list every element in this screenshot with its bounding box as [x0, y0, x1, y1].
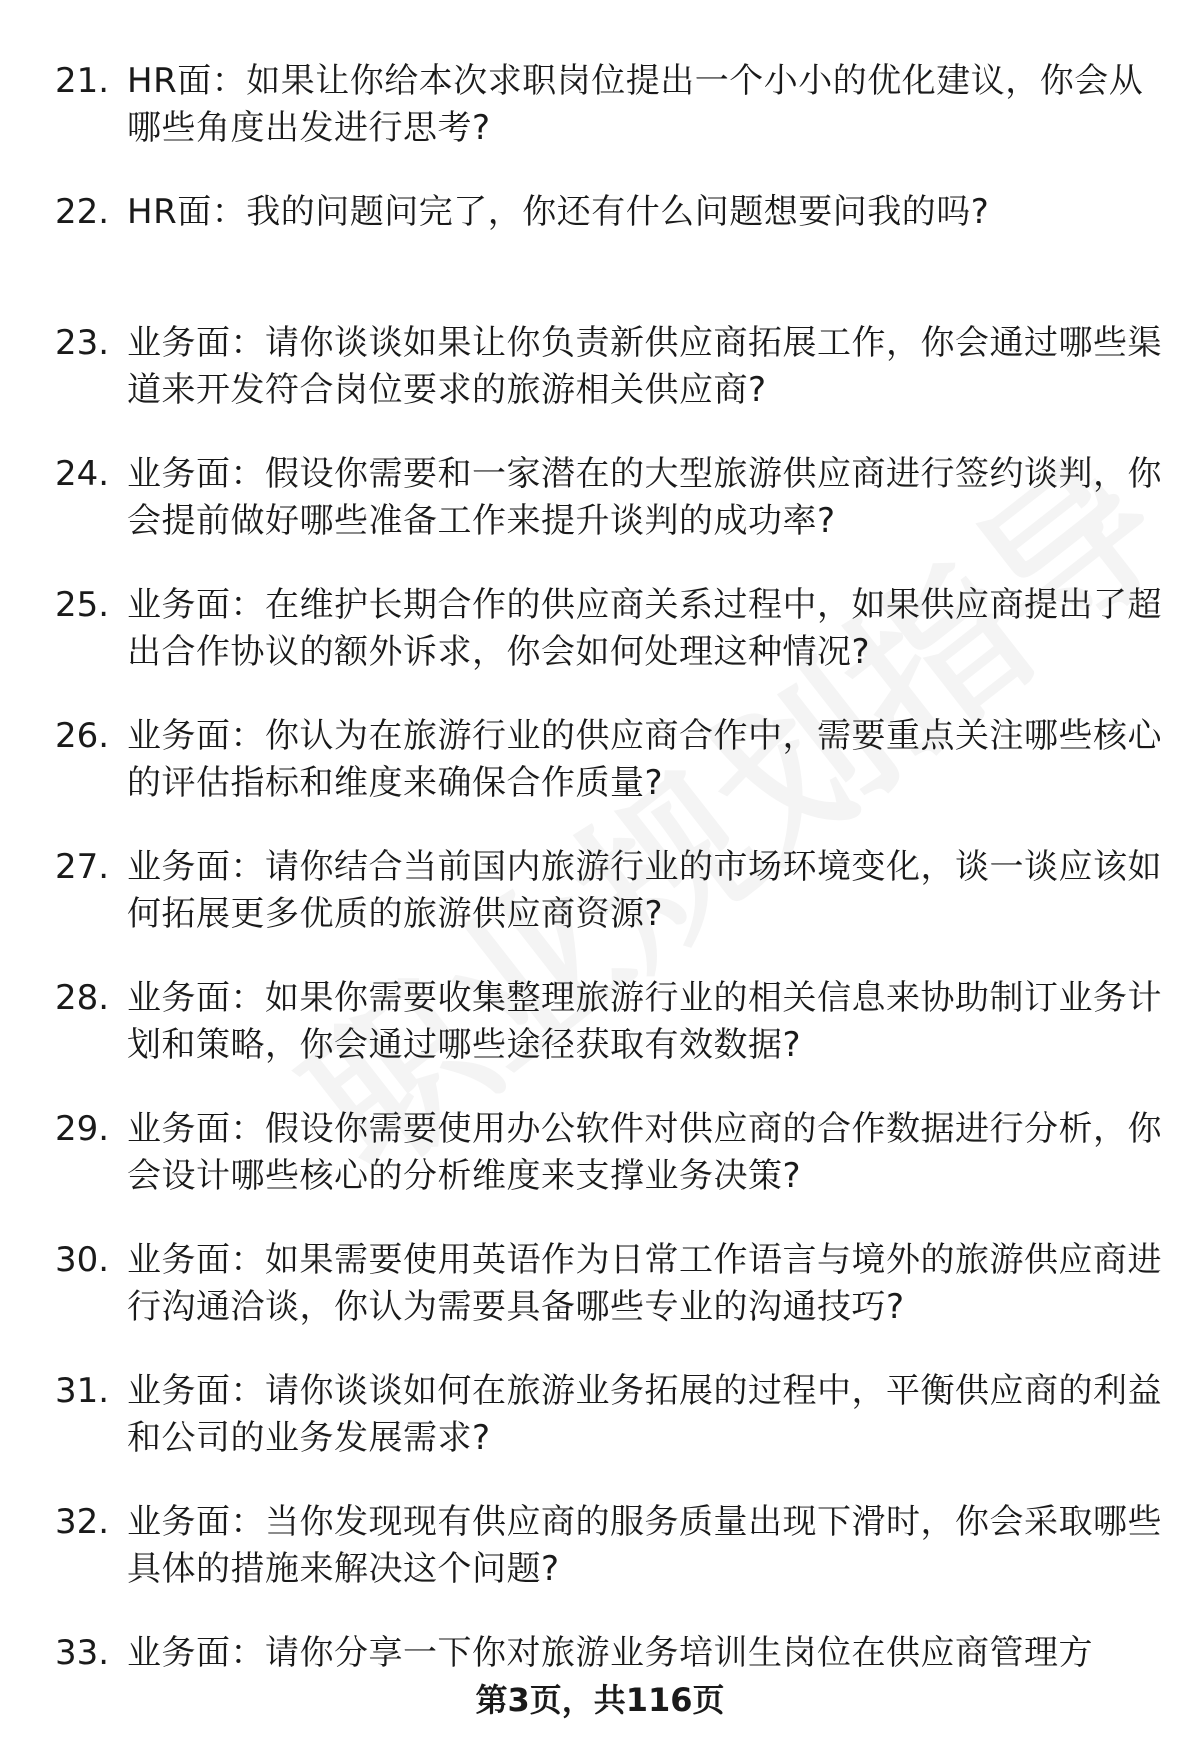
question-number: 21. [55, 61, 110, 101]
question-number: 31. [55, 1371, 110, 1411]
question-number: 30. [55, 1240, 110, 1280]
question-item [55, 1106, 1165, 1237]
question-text: 业务面：请你谈谈如果让你负责新供应商拓展工作，你会通过哪些渠道来开发符合岗位要求的旅游相关供应商? [127, 323, 1162, 410]
question-number: 26. [55, 716, 110, 756]
question-number: 28. [55, 978, 110, 1018]
question-list [55, 58, 1165, 1761]
question-number: 22. [55, 192, 110, 232]
question-text: 业务面：假设你需要和一家潜在的大型旅游供应商进行签约谈判，你会提前做好哪些准备工作来提升谈判的成功率? [127, 454, 1162, 541]
question-item [55, 844, 1165, 975]
question-number: 24. [55, 454, 110, 494]
question-text: 业务面：请你谈谈如何在旅游业务拓展的过程中，平衡供应商的利益和公司的业务发展需求? [127, 1371, 1162, 1458]
question-text: HR面：如果让你给本次求职岗位提出一个小小的优化建议，你会从哪些角度出发进行思考? [127, 61, 1144, 148]
question-text: 业务面：如果需要使用英语作为日常工作语言与境外的旅游供应商进行沟通洽谈，你认为需要具备哪些专业的沟通技巧? [127, 1240, 1162, 1327]
question-text: 业务面：如果你需要收集整理旅游行业的相关信息来协助制订业务计划和策略，你会通过哪些途径获取有效数据? [127, 978, 1162, 1065]
question-item [55, 713, 1165, 844]
question-item [55, 1368, 1165, 1499]
question-item [55, 975, 1165, 1106]
question-item [55, 1237, 1165, 1368]
question-text: HR面：我的问题问完了，你还有什么问题想要问我的吗? [127, 192, 990, 232]
question-number: 33. [55, 1633, 110, 1673]
page-footer: 第3页，共116页 [475, 1681, 725, 1719]
question-number: 29. [55, 1109, 110, 1149]
question-text: 业务面：在维护长期合作的供应商关系过程中，如果供应商提出了超出合作协议的额外诉求，你会如何处理这种情况? [127, 585, 1162, 672]
question-item [55, 58, 1165, 189]
question-item [55, 189, 1165, 320]
question-item [55, 451, 1165, 582]
question-number: 23. [55, 323, 110, 363]
question-text: 业务面：假设你需要使用办公软件对供应商的合作数据进行分析，你会设计哪些核心的分析维度来支撑业务决策? [127, 1109, 1162, 1196]
question-item [55, 320, 1165, 451]
question-item [55, 582, 1165, 713]
question-item [55, 1499, 1165, 1630]
question-number: 25. [55, 585, 110, 625]
question-text: 业务面：请你结合当前国内旅游行业的市场环境变化，谈一谈应该如何拓展更多优质的旅游供应商资源? [127, 847, 1162, 934]
question-text: 业务面：当你发现现有供应商的服务质量出现下滑时，你会采取哪些具体的措施来解决这个问题? [127, 1502, 1162, 1589]
question-text: 业务面：请你分享一下你对旅游业务培训生岗位在供应商管理方 [127, 1633, 1093, 1673]
question-number: 32. [55, 1502, 110, 1542]
question-number: 27. [55, 847, 110, 887]
question-text: 业务面：你认为在旅游行业的供应商合作中，需要重点关注哪些核心的评估指标和维度来确保合作质量? [127, 716, 1162, 803]
